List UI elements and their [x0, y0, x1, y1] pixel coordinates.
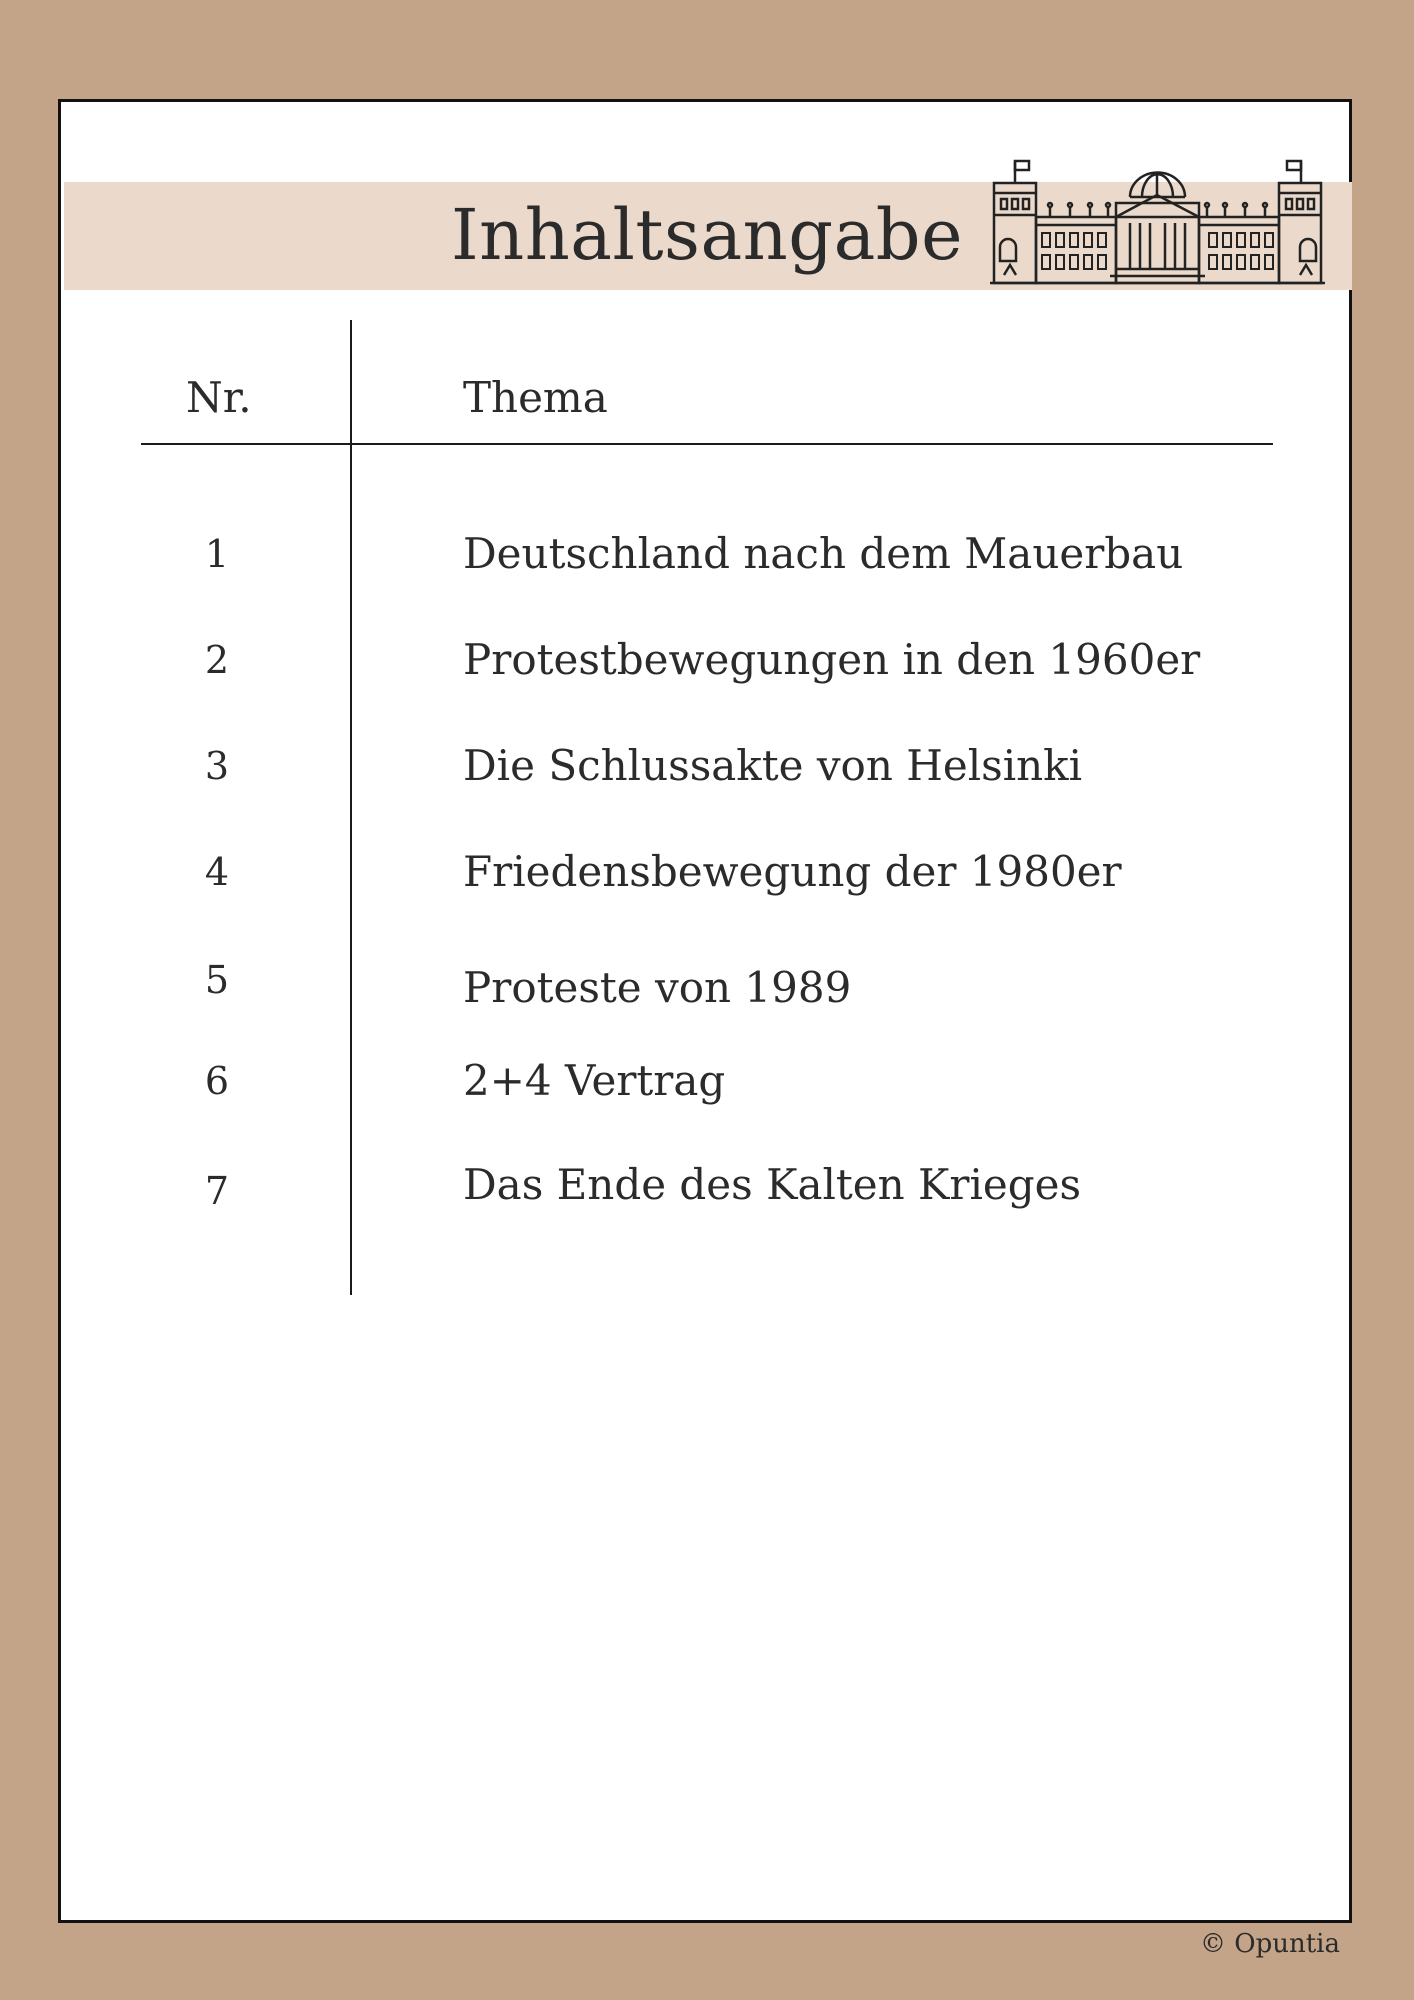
- row-topic: Deutschland nach dem Mauerbau: [463, 529, 1184, 578]
- reichstag-building-icon: [990, 157, 1325, 285]
- copyright-notice: © Opuntia: [1200, 1929, 1340, 1959]
- row-number: 4: [204, 850, 230, 894]
- row-topic: Die Schlussakte von Helsinki: [463, 741, 1083, 790]
- column-header-thema: Thema: [463, 373, 608, 422]
- row-number: 5: [204, 958, 230, 1002]
- row-number: 6: [204, 1059, 230, 1103]
- row-topic: Protestbewegungen in den 1960er: [463, 635, 1201, 684]
- row-number: 3: [204, 744, 230, 788]
- header-divider-horizontal: [141, 443, 1273, 445]
- row-number: 1: [204, 532, 230, 576]
- row-number: 7: [204, 1169, 230, 1213]
- column-divider-vertical: [350, 320, 352, 1295]
- row-topic: Friedensbewegung der 1980er: [463, 847, 1122, 896]
- column-header-nr: Nr.: [186, 373, 252, 422]
- row-topic: Das Ende des Kalten Krieges: [463, 1160, 1082, 1209]
- row-topic: 2+4 Vertrag: [463, 1056, 726, 1105]
- row-topic: Proteste von 1989: [463, 963, 852, 1012]
- row-number: 2: [204, 638, 230, 682]
- page-title: Inhaltsangabe: [450, 194, 964, 276]
